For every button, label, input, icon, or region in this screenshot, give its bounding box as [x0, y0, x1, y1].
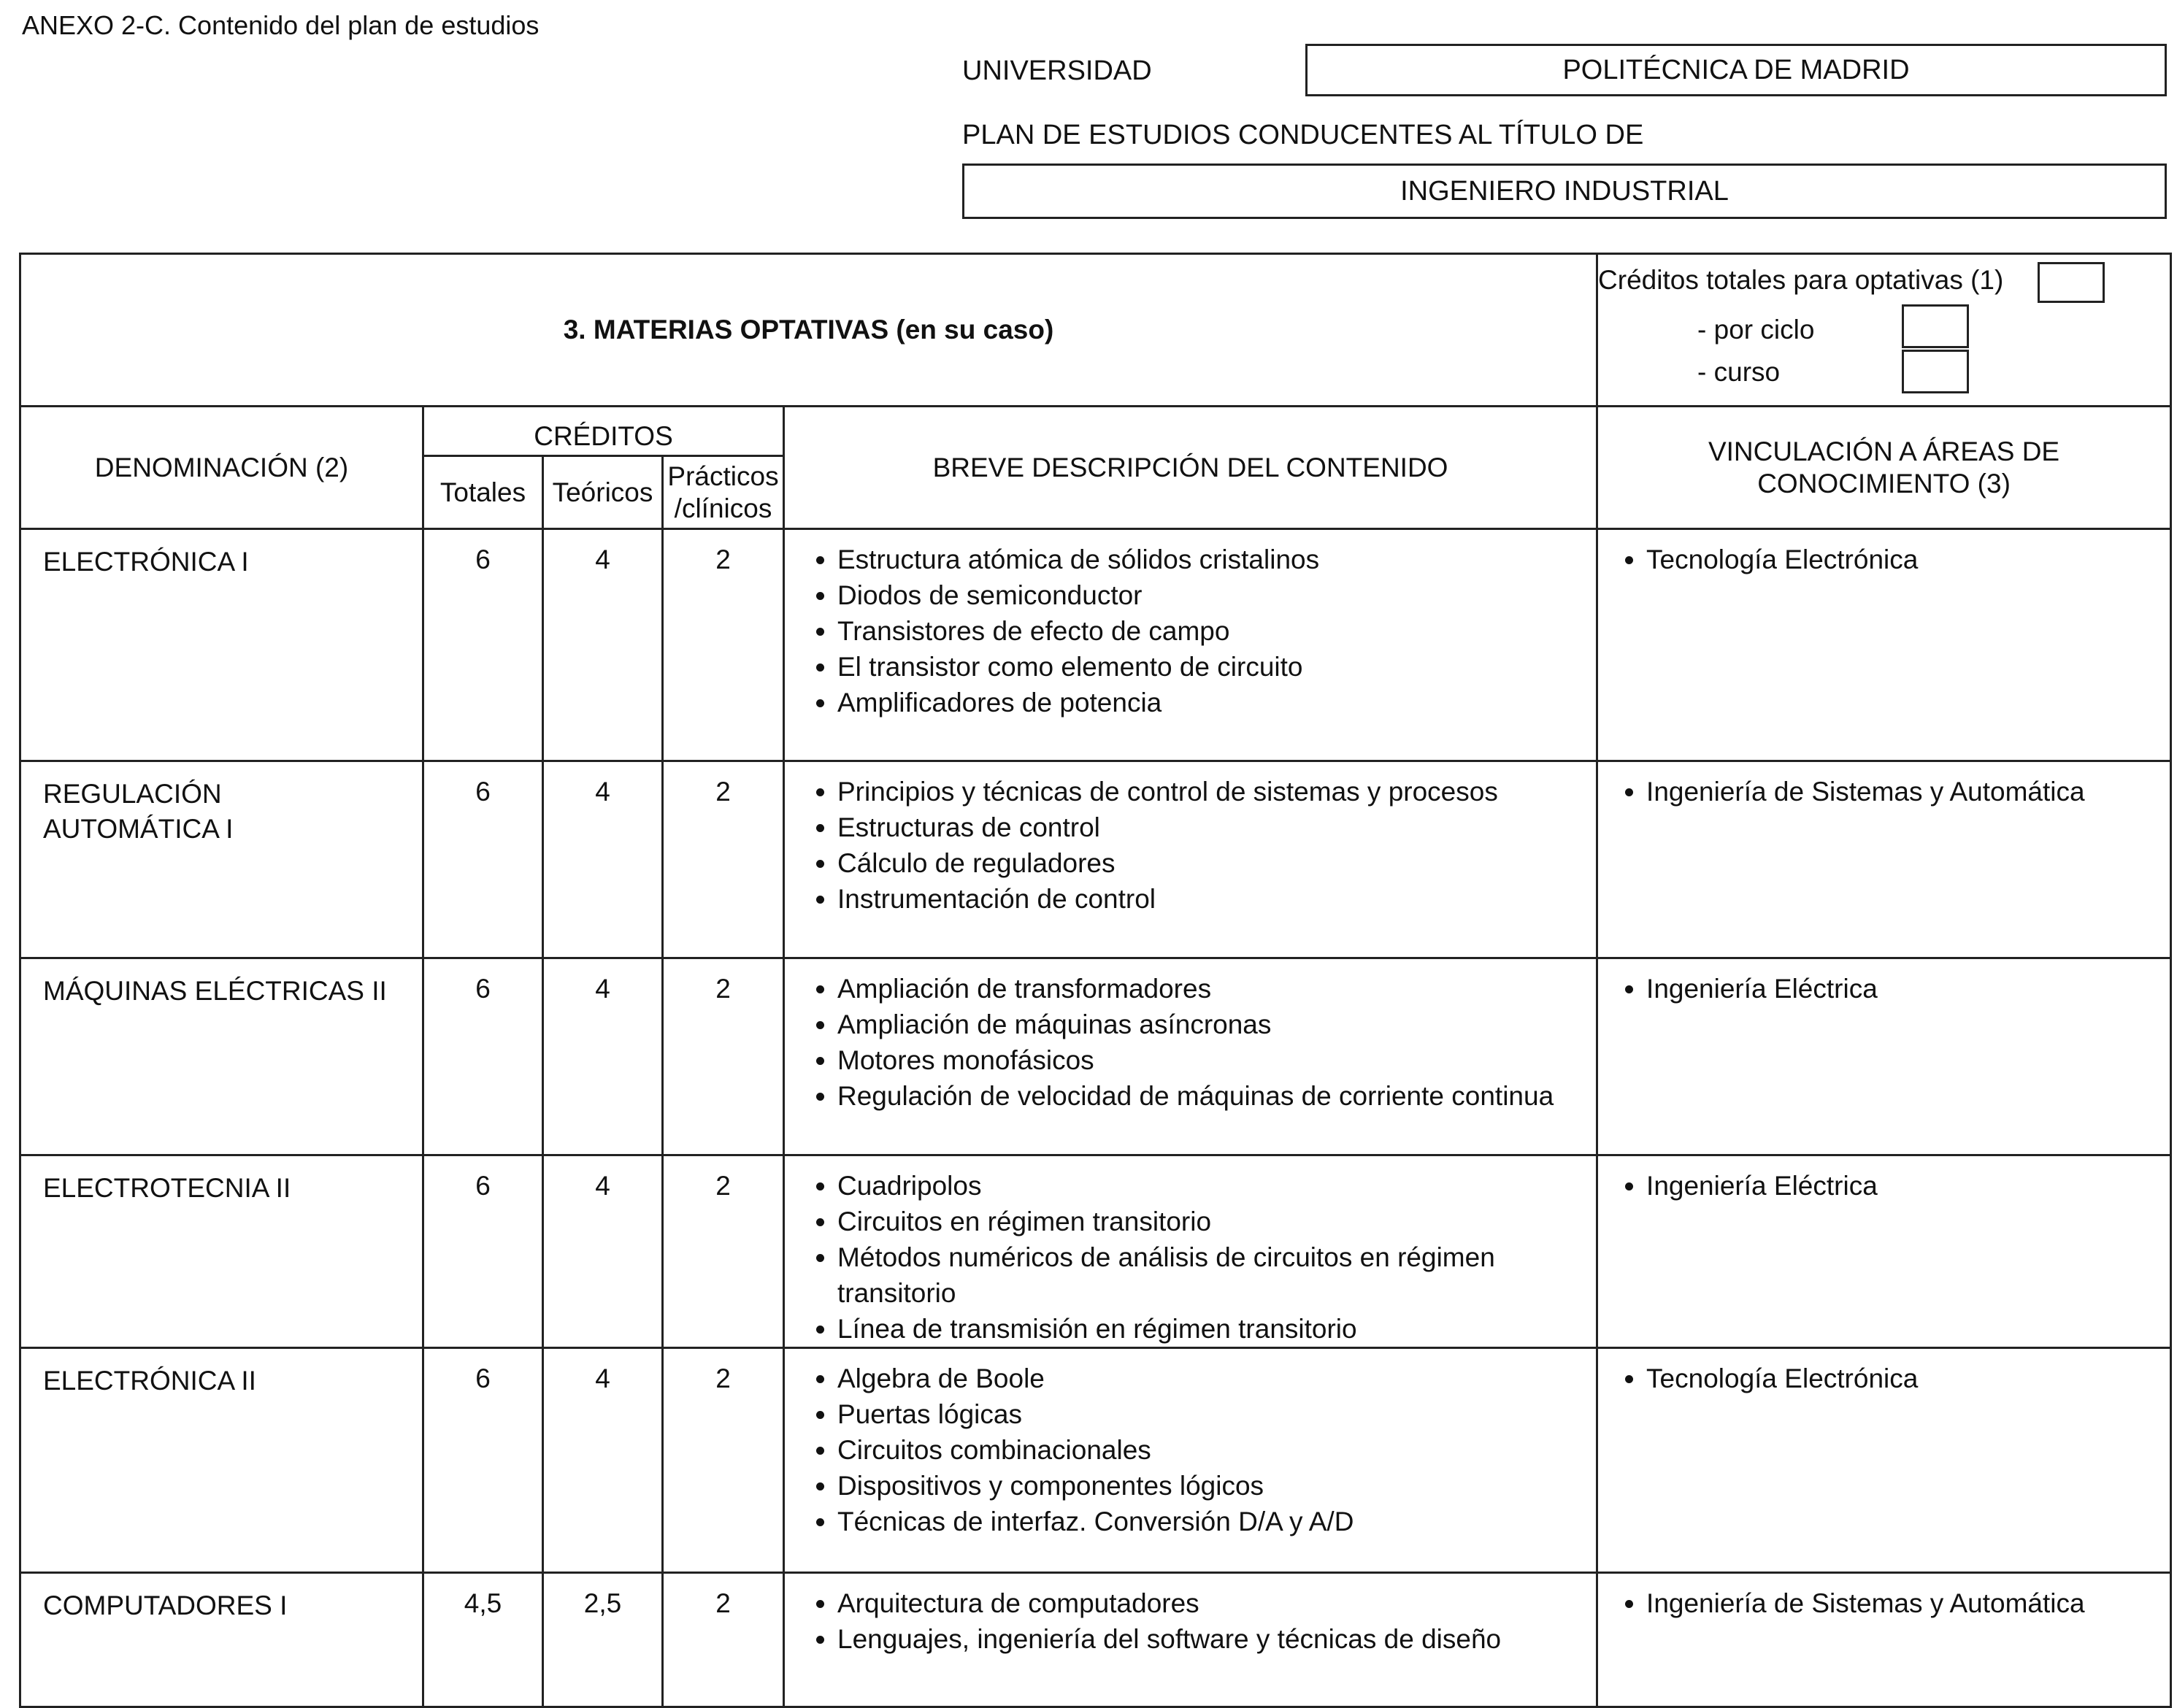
areas-cell [1597, 1348, 2171, 1573]
areas-list [1598, 1349, 2170, 1396]
credits-theory: 4 [543, 1155, 663, 1348]
description-item: • Ampliación de transformadores [837, 971, 1589, 1007]
credits-totals: 4,5 [423, 1573, 543, 1707]
description-cell [784, 761, 1597, 958]
per-cycle-label: - por ciclo [1697, 315, 1815, 345]
col-practical-header [663, 456, 784, 529]
credits-theory: 2,5 [543, 1573, 663, 1707]
credits-totals: 6 [423, 958, 543, 1155]
description-item: • Transistores de efecto de campo [837, 613, 1589, 649]
area-item: • Ingeniería Eléctrica [1646, 1168, 2162, 1204]
subject-name-line: ELECTRÓNICA I [43, 547, 249, 577]
credits-theory: 4 [543, 529, 663, 761]
area-item: • Ingeniería de Sistemas y Automática [1646, 774, 2162, 809]
description-item: • Dispositivos y componentes lógicos [837, 1468, 1589, 1504]
table-row [20, 958, 2171, 1155]
description-item: • Principios y técnicas de control de sistemas y procesos [837, 774, 1589, 809]
area-item: • Ingeniería Eléctrica [1646, 971, 2162, 1007]
subject-name [20, 529, 423, 761]
col-areas-header-line1: VINCULACIÓN A ÁREAS DE [1708, 436, 2060, 466]
description-item: • Regulación de velocidad de máquinas de corriente continua [837, 1078, 1589, 1114]
description-item: • Instrumentación de control [837, 881, 1589, 917]
area-item: • Tecnología Electrónica [1646, 542, 2162, 577]
description-item: • El transistor como elemento de circuito [837, 649, 1589, 685]
credits-theory: 4 [543, 958, 663, 1155]
plan-label: PLAN DE ESTUDIOS CONDUCENTES AL TÍTULO DE [962, 120, 1644, 150]
credits-practical: 2 [663, 1573, 784, 1707]
course-box [1902, 350, 1969, 393]
credits-practical: 2 [663, 1155, 784, 1348]
per-cycle-box [1902, 304, 1969, 348]
university-value: POLITÉCNICA DE MADRID [1562, 54, 1910, 85]
degree-value: INGENIERO INDUSTRIAL [1400, 175, 1729, 207]
description-item: • Amplificadores de potencia [837, 685, 1589, 720]
description-item: • Técnicas de interfaz. Conversión D/A y A/D [837, 1504, 1589, 1539]
credits-practical: 2 [663, 761, 784, 958]
description-item: • Circuitos combinacionales [837, 1432, 1589, 1468]
description-item: • Métodos numéricos de análisis de circuitos en régimen transitorio [837, 1239, 1589, 1311]
description-cell [784, 1573, 1597, 1707]
description-item: • Línea de transmisión en régimen transitorio [837, 1311, 1589, 1347]
credits-total-label: Créditos totales para optativas (1) [1598, 265, 2004, 295]
areas-list [1598, 1574, 2170, 1621]
credits-practical: 2 [663, 529, 784, 761]
description-item: • Circuitos en régimen transitorio [837, 1204, 1589, 1239]
table-row [20, 1155, 2171, 1348]
subject-name [20, 1348, 423, 1573]
description-list [785, 1156, 1596, 1347]
credits-theory: 4 [543, 1348, 663, 1573]
section-header-row [20, 254, 2171, 407]
description-cell [784, 529, 1597, 761]
col-description-header: BREVE DESCRIPCIÓN DEL CONTENIDO [784, 407, 1597, 529]
description-list [785, 1574, 1596, 1657]
description-list [785, 959, 1596, 1114]
areas-cell [1597, 529, 2171, 761]
table-row [20, 1348, 2171, 1573]
description-item: • Motores monofásicos [837, 1042, 1589, 1078]
description-item: • Diodos de semiconductor [837, 577, 1589, 613]
optional-subjects-table [19, 253, 2172, 1708]
col-practical-header-line2: /clínicos [674, 493, 772, 523]
annex-label: ANEXO 2-C. Contenido del plan de estudios [22, 10, 540, 40]
description-cell [784, 1155, 1597, 1348]
course-label: - curso [1697, 357, 1781, 387]
subject-name-line: MÁQUINAS ELÉCTRICAS II [43, 976, 387, 1006]
col-areas-header-line2: CONOCIMIENTO (3) [1757, 468, 2011, 499]
description-list [785, 1349, 1596, 1539]
credits-totals: 6 [423, 1155, 543, 1348]
subject-name-line: AUTOMÁTICA I [43, 814, 234, 844]
description-item: • Lenguajes, ingeniería del software y técnicas de diseño [837, 1621, 1589, 1657]
description-list [785, 762, 1596, 917]
description-list [785, 530, 1596, 720]
credits-totals: 6 [423, 529, 543, 761]
description-item: • Puertas lógicas [837, 1396, 1589, 1432]
column-header-row [20, 407, 2171, 456]
areas-cell [1597, 958, 2171, 1155]
credits-totals: 6 [423, 761, 543, 958]
section-title: 3. MATERIAS OPTATIVAS (en su caso) [20, 254, 1597, 407]
description-item: • Estructuras de control [837, 809, 1589, 845]
degree-field [962, 164, 2167, 219]
table-row [20, 761, 2171, 958]
subject-name-line: ELECTROTECNIA II [43, 1173, 291, 1203]
description-item: • Cálculo de reguladores [837, 845, 1589, 881]
description-item: • Ampliación de máquinas asíncronas [837, 1007, 1589, 1042]
credits-total-box [2038, 262, 2105, 303]
table-row [20, 1573, 2171, 1707]
col-areas-header [1597, 407, 2171, 529]
credits-practical: 2 [663, 958, 784, 1155]
description-item: • Cuadripolos [837, 1168, 1589, 1204]
areas-cell [1597, 1155, 2171, 1348]
description-cell [784, 958, 1597, 1155]
col-theory-header: Teóricos [543, 456, 663, 529]
credits-totals: 6 [423, 1348, 543, 1573]
area-item: • Ingeniería de Sistemas y Automática [1646, 1585, 2162, 1621]
areas-cell [1597, 761, 2171, 958]
subject-name-line: ELECTRÓNICA II [43, 1366, 256, 1396]
col-practical-header-line1: Prácticos [667, 461, 779, 491]
col-credits-header: CRÉDITOS [423, 407, 784, 456]
credits-practical: 2 [663, 1348, 784, 1573]
university-label: UNIVERSIDAD [962, 55, 1152, 86]
col-name-header: DENOMINACIÓN (2) [20, 407, 423, 529]
areas-list [1598, 762, 2170, 809]
table-row [20, 529, 2171, 761]
areas-list [1598, 959, 2170, 1007]
description-item: • Algebra de Boole [837, 1361, 1589, 1396]
col-totals-header: Totales [423, 456, 543, 529]
subject-name [20, 1573, 423, 1707]
credits-summary-cell [1597, 254, 2171, 407]
subject-name-line: COMPUTADORES I [43, 1590, 288, 1620]
description-cell [784, 1348, 1597, 1573]
subject-name [20, 1155, 423, 1348]
university-field [1305, 44, 2167, 96]
subject-name-line: REGULACIÓN [43, 779, 222, 809]
subject-name [20, 958, 423, 1155]
subject-name [20, 761, 423, 958]
description-item: • Estructura atómica de sólidos cristalinos [837, 542, 1589, 577]
area-item: • Tecnología Electrónica [1646, 1361, 2162, 1396]
areas-list [1598, 530, 2170, 577]
areas-cell [1597, 1573, 2171, 1707]
credits-theory: 4 [543, 761, 663, 958]
description-item: • Arquitectura de computadores [837, 1585, 1589, 1621]
areas-list [1598, 1156, 2170, 1204]
